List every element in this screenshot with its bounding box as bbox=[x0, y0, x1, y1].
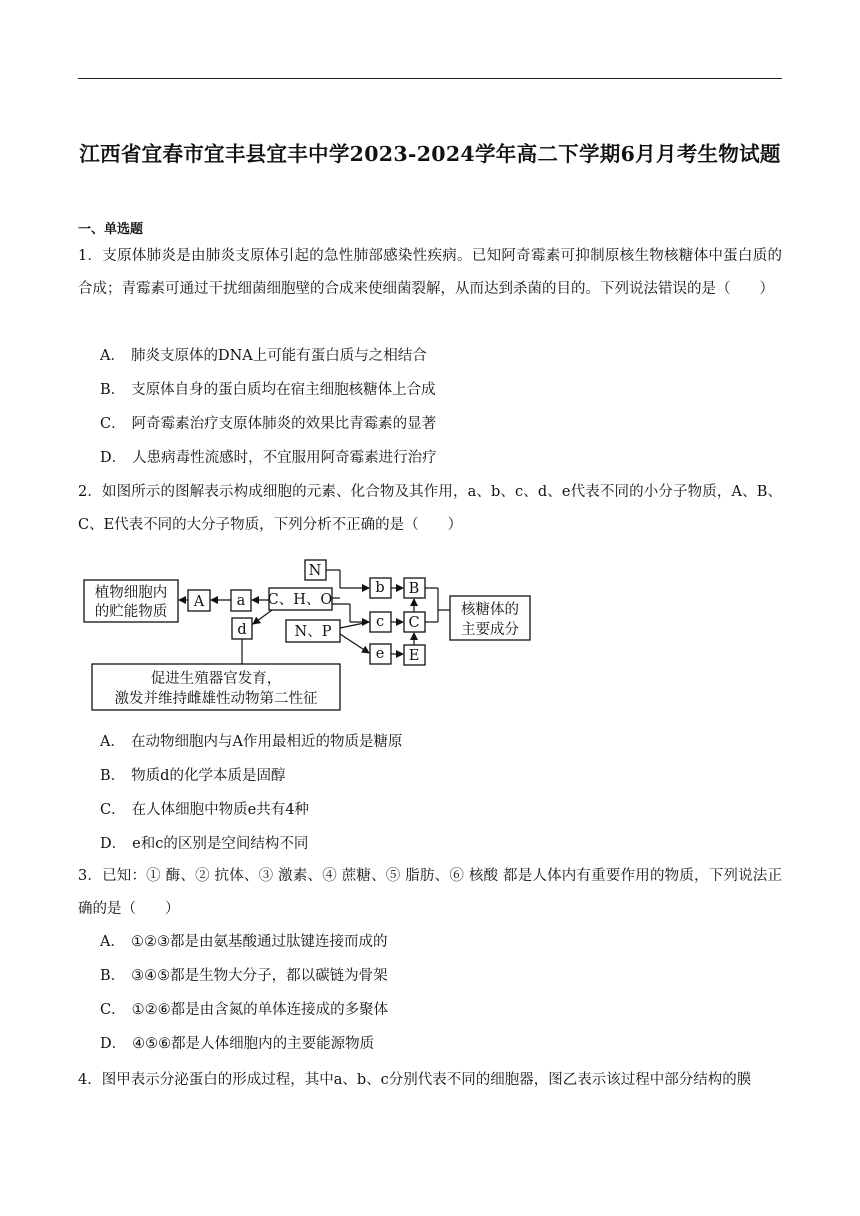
question-3-option-d: D． ④⑤⑥都是人体细胞内的主要能源物质 bbox=[100, 1036, 375, 1052]
page-title: 江西省宜春市宜丰县宜丰中学2023-2024学年高二下学期6月月考生物试题 bbox=[79, 142, 781, 166]
question-2-option-c: C． 在人体细胞中物质e共有4种 bbox=[100, 802, 309, 818]
label-d: d bbox=[237, 622, 247, 638]
storage-label-line2: 的贮能物质 bbox=[94, 604, 168, 620]
question-1-option-b: B． 支原体自身的蛋白质均在宿主细胞核糖体上合成 bbox=[100, 382, 436, 398]
question-1-option-c: C． 阿奇霉素治疗支原体肺炎的效果比青霉素的显著 bbox=[100, 416, 437, 432]
question-2-stem: 2．如图所示的图解表示构成细胞的元素、化合物及其作用，a、b、c、d、e代表不同的小分子物质，A、B、C、E代表不同的大分子物质，下列分析不正确的是（ ） bbox=[78, 484, 782, 533]
question-1-stem: 1．支原体肺炎是由肺炎支原体引起的急性肺部感染性疾病。已知阿奇霉素可抑制原核生物核糖体中蛋白质的合成；青霉素可通过干扰细菌细胞壁的合成来使细菌裂解，从而达到杀菌的目的。下列说法错误的是（ ） bbox=[78, 248, 782, 297]
label-b: b bbox=[375, 580, 385, 596]
question-3-option-c: C． ①②⑥都是由含氮的单体连接成的多聚体 bbox=[100, 1002, 389, 1018]
question-2-option-a: A． 在动物细胞内与A作用最相近的物质是糖原 bbox=[100, 734, 403, 750]
question-3-option-b: B． ③④⑤都是生物大分子，都以碳链为骨架 bbox=[100, 968, 388, 984]
header-rule bbox=[78, 78, 782, 79]
biomolecule-diagram bbox=[78, 554, 548, 714]
label-N: N bbox=[308, 563, 322, 579]
question-4-stem: 4．图甲表示分泌蛋白的形成过程，其中a、b、c分别代表不同的细胞器，图乙表示该过程中部分结构的膜 bbox=[78, 1072, 752, 1088]
label-np: N、P bbox=[294, 624, 332, 640]
question-1-option-a: A． 肺炎支原体的DNA上可能有蛋白质与之相结合 bbox=[100, 348, 427, 364]
label-a: a bbox=[236, 593, 246, 609]
hormone-label-line2: 激发并维持雌雄性动物第二性征 bbox=[114, 691, 318, 707]
label-e: e bbox=[375, 646, 385, 662]
question-2-option-d: D． e和c的区别是空间结构不同 bbox=[100, 836, 309, 852]
label-A: A bbox=[193, 594, 205, 610]
question-3-option-a: A． ①②③都是由氨基酸通过肽键连接而成的 bbox=[100, 934, 388, 950]
ribosome-label-line2: 主要成分 bbox=[461, 622, 519, 638]
storage-label-line1: 植物细胞内 bbox=[94, 585, 168, 601]
label-B: B bbox=[408, 581, 420, 597]
question-1-option-d: D． 人患病毒性流感时，不宜服用阿奇霉素进行治疗 bbox=[100, 450, 437, 466]
label-C: C bbox=[408, 615, 420, 631]
label-E: E bbox=[408, 648, 420, 664]
ribosome-label-line1: 核糖体的 bbox=[461, 602, 519, 618]
section-heading: 一、单选题 bbox=[78, 222, 144, 237]
hormone-label-line1: 促进生殖器官发育， bbox=[150, 671, 282, 687]
label-cho: C、H、O bbox=[267, 592, 333, 608]
question-2-option-b: B． 物质d的化学本质是固醇 bbox=[100, 768, 286, 784]
label-c: c bbox=[375, 614, 385, 630]
question-3-stem: 3．已知：① 酶、② 抗体、③ 激素、④ 蔗糖、⑤ 脂肪、⑥ 核酸 都是人体内有重要作用的物质，下列说法正确的是（ ） bbox=[78, 868, 782, 917]
